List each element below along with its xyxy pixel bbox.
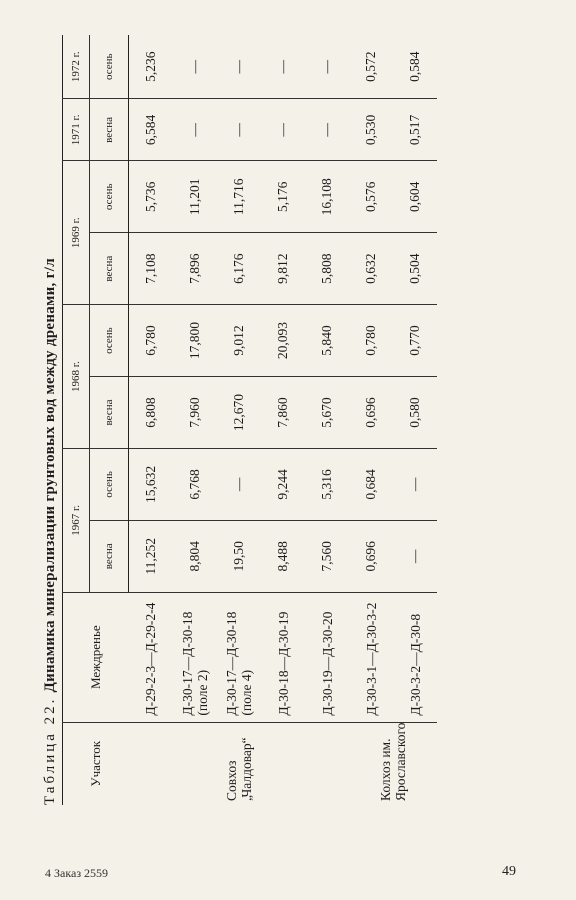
cell-value: —	[275, 59, 290, 74]
cell-value: 8,488	[261, 520, 305, 592]
cell-value: —	[319, 59, 334, 74]
cell-value: 5,176	[261, 161, 305, 233]
header-1968-spring: весна	[90, 377, 129, 449]
header-interdrain: Междренье	[63, 592, 129, 722]
cell-value: 11,201	[173, 161, 217, 233]
cell-plot: Совхоз „Чалдовар“	[129, 722, 350, 805]
cell-value: 6,780	[129, 305, 174, 377]
cell-value: 0,517	[393, 99, 437, 161]
cell-value: —	[173, 99, 217, 161]
cell-value: 9,812	[261, 233, 305, 305]
cell-value: —	[231, 59, 246, 74]
table-caption	[40, 258, 60, 805]
cell-value: 0,696	[349, 377, 393, 449]
cell-value: 0,780	[349, 305, 393, 377]
cell-value: 19,50	[217, 520, 261, 592]
header-1972-autumn: осень	[90, 35, 129, 99]
table-row	[305, 35, 349, 805]
cell-value: 5,316	[305, 448, 349, 520]
cell-value: 7,108	[129, 233, 174, 305]
cell-value: 5,840	[305, 305, 349, 377]
cell-value: 5,736	[129, 161, 174, 233]
header-year-1967: 1967 г.	[63, 448, 90, 592]
header-1967-spring: весна	[90, 520, 129, 592]
print-order-note: 4 Заказ 2559	[45, 866, 109, 880]
header-year-1969: 1969 г.	[63, 161, 90, 305]
header-1971-spring: весна	[90, 99, 129, 161]
header-year-1971: 1971 г.	[63, 99, 90, 161]
cell-value: 8,804	[173, 520, 217, 592]
cell-value: 9,244	[261, 448, 305, 520]
cell-value: 16,108	[305, 161, 349, 233]
table-row	[393, 35, 437, 805]
header-plot: Участок	[63, 722, 129, 805]
table-caption-label: Таблица 22.	[42, 696, 58, 805]
cell-value: —	[393, 448, 437, 520]
header-1967-autumn: осень	[90, 448, 129, 520]
cell-value: 6,176	[217, 233, 261, 305]
cell-value: 6,584	[129, 99, 174, 161]
header-1968-autumn: осень	[90, 305, 129, 377]
cell-value: 0,770	[393, 305, 437, 377]
cell-value: 0,572	[363, 51, 378, 82]
cell-value: —	[393, 520, 437, 592]
cell-value: 11,252	[129, 520, 174, 592]
cell-interdrain: Д-30-17—Д-30-18 (поле 4)	[217, 592, 261, 722]
cell-interdrain: Д-30-17—Д-30-18 (поле 2)	[173, 592, 217, 722]
cell-value: —	[305, 99, 349, 161]
cell-value: —	[187, 59, 202, 74]
cell-value: 7,896	[173, 233, 217, 305]
table-row	[261, 35, 305, 805]
cell-value: 0,580	[393, 377, 437, 449]
mineralization-table	[62, 35, 437, 805]
page-footer	[0, 860, 576, 900]
table-row	[349, 35, 393, 805]
cell-interdrain: Д-30-18—Д-30-19	[261, 592, 305, 722]
cell-value: 5,808	[305, 233, 349, 305]
cell-value: 11,716	[217, 161, 261, 233]
cell-value: 12,670	[217, 377, 261, 449]
cell-value: 7,960	[173, 377, 217, 449]
cell-value: 0,696	[349, 520, 393, 592]
cell-interdrain: Д-29-2-3—Д-29-2-4	[129, 592, 174, 722]
header-1969-autumn: осень	[90, 161, 129, 233]
cell-value: 7,560	[305, 520, 349, 592]
table-row	[173, 35, 217, 805]
cell-value: 0,530	[349, 99, 393, 161]
page-number: 49	[502, 864, 516, 879]
cell-value: 6,808	[129, 377, 174, 449]
cell-value: 7,860	[261, 377, 305, 449]
cell-value: 6,768	[173, 448, 217, 520]
cell-value: 0,576	[349, 161, 393, 233]
cell-value: 5,670	[305, 377, 349, 449]
cell-value: 0,632	[349, 233, 393, 305]
header-1969-spring: весна	[90, 233, 129, 305]
cell-value: 0,584	[407, 51, 422, 82]
cell-value: 15,632	[129, 448, 174, 520]
cell-interdrain: Д-30-3-1—Д-30-3-2	[349, 592, 393, 722]
cell-value: —	[261, 99, 305, 161]
header-year-1972: 1972 г.	[63, 35, 90, 99]
header-year-1968: 1968 г.	[63, 305, 90, 449]
cell-interdrain: Д-30-19—Д-30-20	[305, 592, 349, 722]
table-body	[129, 35, 438, 805]
table-row	[217, 35, 261, 805]
cell-value: 17,800	[173, 305, 217, 377]
cell-value: 0,604	[393, 161, 437, 233]
cell-value: —	[217, 99, 261, 161]
cell-value: 20,093	[261, 305, 305, 377]
cell-interdrain: Д-30-3-2—Д-30-8	[393, 592, 437, 722]
table-row	[129, 35, 174, 805]
cell-value: 0,504	[393, 233, 437, 305]
cell-value: 0,684	[349, 448, 393, 520]
cell-value: —	[217, 448, 261, 520]
cell-value: 5,236	[143, 51, 158, 82]
cell-plot: Колхоз им. Ярославского	[349, 722, 437, 805]
cell-value: 9,012	[217, 305, 261, 377]
rotated-page-content	[40, 35, 490, 805]
table-caption-title: Динамика минерализации грунтовых вод между дренами, г/л	[42, 258, 58, 693]
